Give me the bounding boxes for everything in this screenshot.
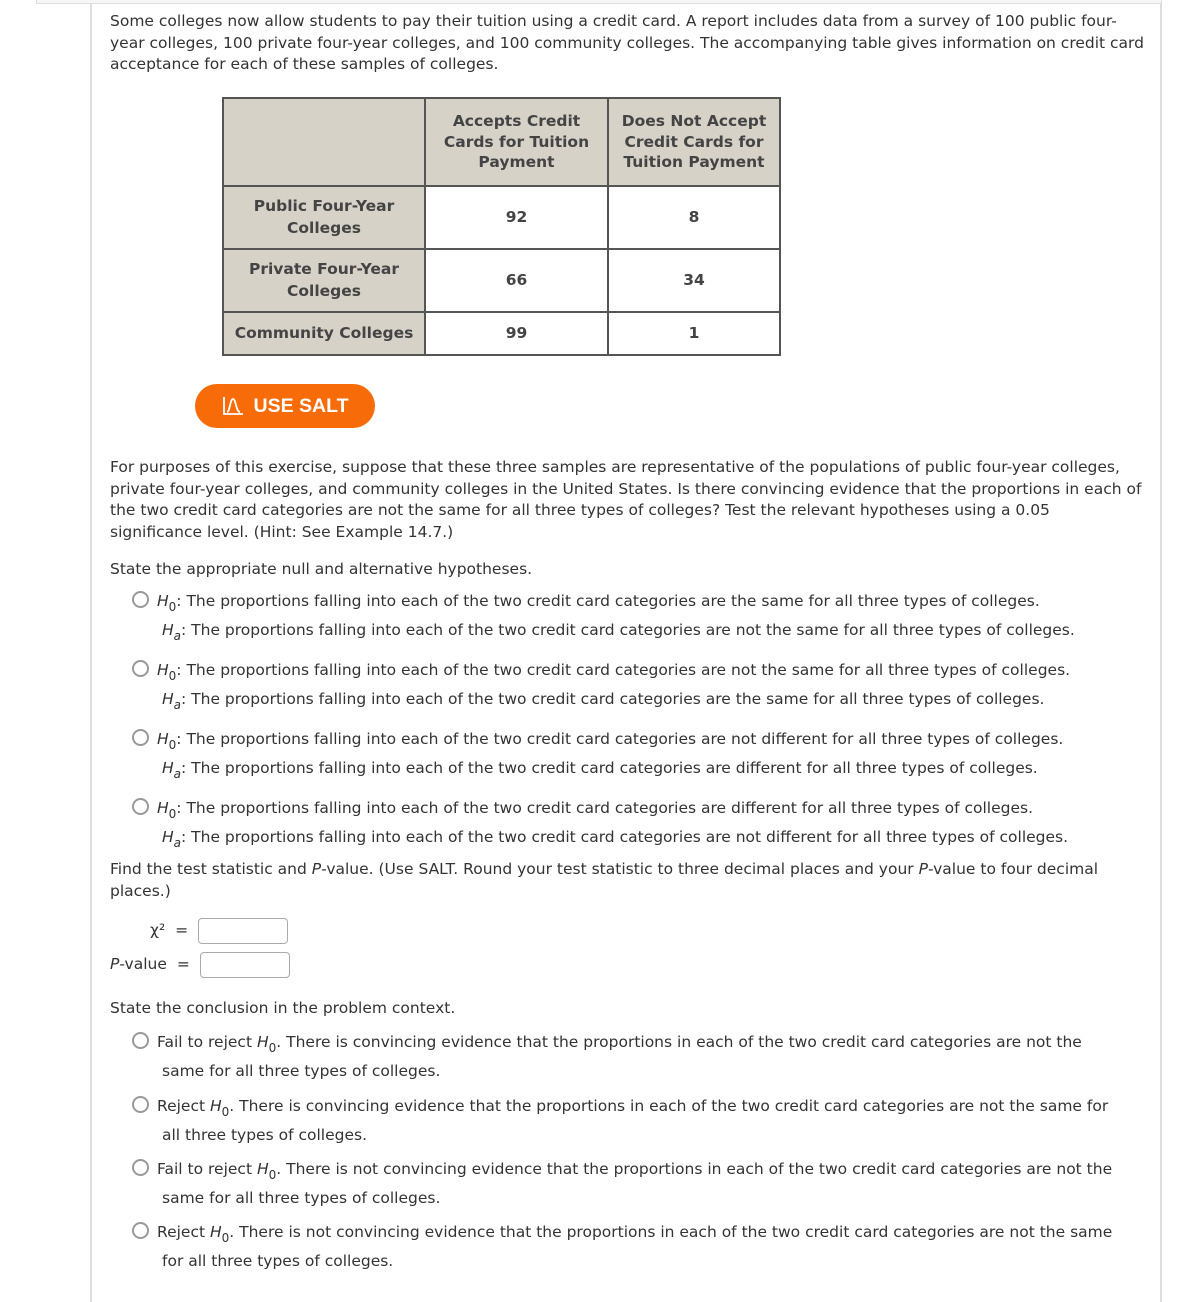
radio-button[interactable] bbox=[132, 798, 149, 815]
ha-text: : The proportions falling into each of the two credit card categories are not the same for all three types of colleges. bbox=[181, 621, 1075, 639]
question-content bbox=[110, 11, 1145, 1270]
conclusion-question bbox=[110, 998, 455, 1020]
cell-value: 34 bbox=[608, 249, 780, 312]
intro-text: Some colleges now allow students to pay their tuition using a credit card. A report includes data from a survey of 100 public four-year colleges, 100 private four-year colleges, and 100 community colleges. The accompanying table gives information on credit card acceptance for each of these samples of colleges. bbox=[110, 12, 1144, 73]
radio-button[interactable] bbox=[132, 1222, 149, 1239]
ha-text: : The proportions falling into each of the two credit card categories are the same for all three types of colleges. bbox=[181, 690, 1045, 708]
table-row bbox=[223, 186, 780, 249]
cell-value: 66 bbox=[425, 249, 608, 312]
ha-text: : The proportions falling into each of the two credit card categories are different for all three types of colleges. bbox=[181, 759, 1038, 777]
radio-button[interactable] bbox=[132, 729, 149, 746]
chi-square-row: χ² = bbox=[150, 918, 288, 944]
h0-text: : The proportions falling into each of the two credit card categories are not the same for all three types of colleges. bbox=[176, 661, 1071, 679]
p-value-row: P-value = bbox=[110, 952, 290, 978]
cell-value: 92 bbox=[425, 186, 608, 249]
conclusion-prompt: State the conclusion in the problem context. bbox=[110, 999, 456, 1017]
test-statistic-prompt: Find the test statistic and P-value. (Use SALT. Round your test statistic to three decimal places and your P-value to four decimal places.) bbox=[110, 860, 1099, 900]
distribution-curve-icon bbox=[222, 396, 244, 416]
exercise-text: For purposes of this exercise, suppose that these three samples are representative of the populations of public four-year colleges, private four-year colleges, and community colleges in the United States. Is there convincing evidence that the proportions in each of the two credit card categories are not the same for all three types of colleges? Test the relevant hypotheses using a 0.05 significance level. (Hint: See Example 14.7.) bbox=[110, 458, 1142, 541]
table-row bbox=[223, 312, 780, 355]
hypothesis-option-2[interactable]: $H_0$: The proportions falling into each of the two credit card categories are not the same for all three types of colleges. $H_a$: The proportions falling into each of the two credit card categories are the same for all three types of colleges. bbox=[132, 656, 1070, 714]
h0-text: : The proportions falling into each of the two credit card categories are the same for all three types of colleges. bbox=[176, 592, 1040, 610]
h0-text: : The proportions falling into each of the two credit card categories are not different for all three types of colleges. bbox=[176, 730, 1064, 748]
use-salt-label: USE SALT bbox=[253, 394, 349, 417]
radio-button[interactable] bbox=[132, 1096, 149, 1113]
row-label: Public Four-Year Colleges bbox=[223, 186, 425, 249]
cell-value: 1 bbox=[608, 312, 780, 355]
radio-button[interactable] bbox=[132, 660, 149, 677]
table-corner bbox=[223, 98, 425, 186]
hypotheses-prompt: State the appropriate null and alternative hypotheses. bbox=[110, 560, 533, 578]
ha-text: : The proportions falling into each of the two credit card categories are not different for all three types of colleges. bbox=[181, 828, 1069, 846]
p-value-input[interactable] bbox=[200, 952, 290, 978]
radio-button[interactable] bbox=[132, 591, 149, 608]
conclusion-option-2[interactable]: Reject $H_0$. There is convincing evidence that the proportions in each of the two credit card categories are not the same for all three types of colleges. bbox=[132, 1092, 1142, 1150]
radio-button[interactable] bbox=[132, 1032, 149, 1049]
credit-card-table bbox=[222, 97, 781, 356]
col-header-not-accepts: Does Not Accept Credit Cards for Tuition Payment bbox=[608, 98, 780, 186]
col-header-accepts: Accepts Credit Cards for Tuition Payment bbox=[425, 98, 608, 186]
radio-button[interactable] bbox=[132, 1159, 149, 1176]
hypothesis-option-1[interactable]: $H_0$: The proportions falling into each of the two credit card categories are the same for all three types of colleges. $H_a$: The proportions falling into each of the two credit card categories are not the same for all three types of colleges. bbox=[132, 587, 1075, 645]
chi-square-label: χ² bbox=[150, 921, 166, 940]
row-label: Community Colleges bbox=[223, 312, 425, 355]
table-row bbox=[223, 249, 780, 312]
hypothesis-option-4[interactable]: $H_0$: The proportions falling into each of the two credit card categories are different for all three types of colleges. $H_a$: The proportions falling into each of the two credit card categories are not different for all three types of colleges. bbox=[132, 794, 1068, 852]
hypotheses-question bbox=[110, 559, 1075, 850]
cell-value: 8 bbox=[608, 186, 780, 249]
use-salt-button[interactable] bbox=[195, 384, 375, 428]
conclusion-option-4[interactable]: Reject $H_0$. There is not convincing evidence that the proportions in each of the two credit card categories are not the same for all three types of colleges. bbox=[132, 1218, 1142, 1276]
p-value-label: P-value bbox=[110, 955, 167, 974]
chi-square-input[interactable] bbox=[198, 918, 288, 944]
cell-value: 99 bbox=[425, 312, 608, 355]
row-label: Private Four-Year Colleges bbox=[223, 249, 425, 312]
h0-text: : The proportions falling into each of the two credit card categories are different for all three types of colleges. bbox=[176, 799, 1034, 817]
question-panel bbox=[90, 3, 1162, 1302]
conclusion-option-1[interactable]: Fail to reject $H_0$. There is convincing evidence that the proportions in each of the two credit card categories are not the same for all three types of colleges. bbox=[132, 1028, 1142, 1086]
hypothesis-option-3[interactable]: $H_0$: The proportions falling into each of the two credit card categories are not different for all three types of colleges. $H_a$: The proportions falling into each of the two credit card categories are different for all three types of colleges. bbox=[132, 725, 1063, 783]
conclusion-option-3[interactable]: Fail to reject $H_0$. There is not convincing evidence that the proportions in each of the two credit card categories are not the same for all three types of colleges. bbox=[132, 1155, 1142, 1213]
